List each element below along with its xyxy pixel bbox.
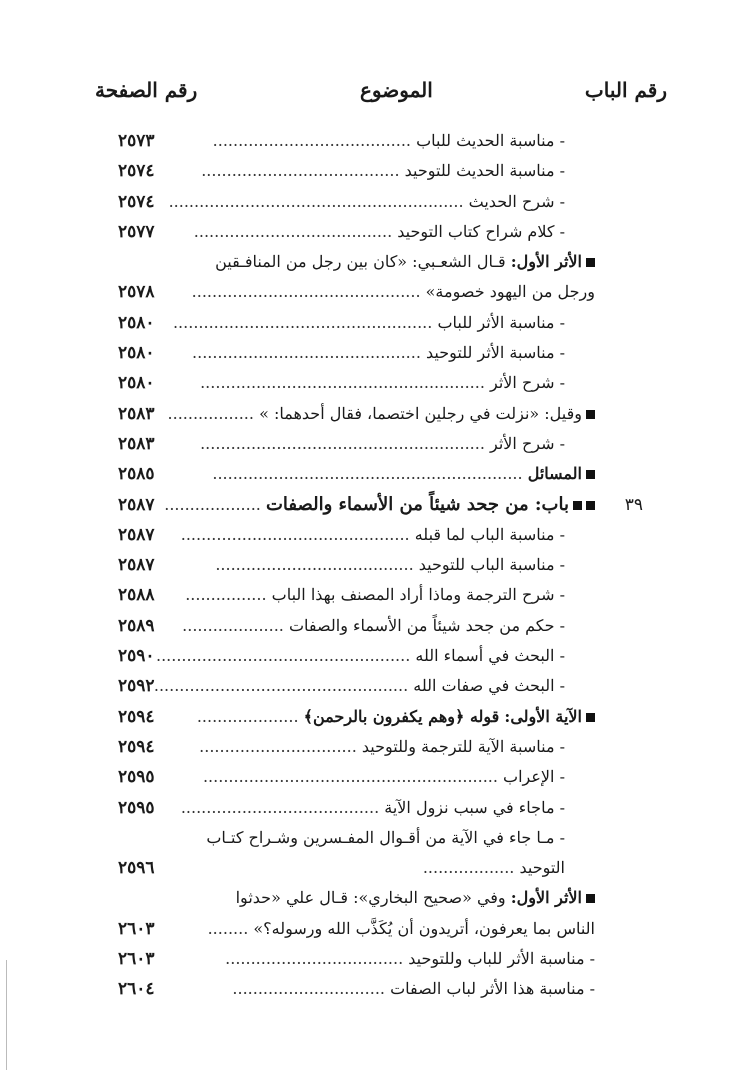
entry-text: - الإعراب	[503, 767, 565, 787]
entry-page: ٢٦٠٤	[118, 979, 155, 1000]
entry-page: ٢٥٩٦	[118, 858, 155, 879]
square-bullet-icon	[586, 713, 595, 722]
entry-page: ٢٥٧٤	[118, 191, 155, 212]
entry-page: ٢٥٨٠	[118, 343, 155, 364]
entry-page: ٢٥٩٥	[118, 767, 155, 788]
index-entry: التوحيد .................. ٢٥٩٦	[0, 853, 755, 883]
square-bullet-icon	[586, 894, 595, 903]
entry-text: - حكم من جحد شيئاً من الأسماء والصفات	[288, 615, 565, 635]
index-entry: - مناسبة الباب للتوحيد ....................................... ٢٥٨٧	[0, 550, 755, 580]
entry-text: - مناسبة الحديث للتوحيد	[404, 161, 565, 181]
entry-text: - مناسبة الباب لما قبله	[414, 524, 565, 544]
entry-text: - شرح الحديث	[468, 191, 565, 211]
entry-text: قوله ﴿وهم يكفرون بالرحمن﴾	[303, 706, 500, 726]
entry-text: وفي «صحيح البخاري»: قـال علي «حدثوا	[235, 888, 506, 908]
entry-text: قـال الشعـبي: «كان بين رجل من المنافـقين	[215, 252, 506, 272]
entry-text: - مناسبة الأثر للباب وللتوحيد	[408, 949, 595, 969]
index-entry	[0, 883, 755, 913]
chapter-entry: ٣٩ باب: من جحد شيئاً من الأسماء والصفات ................... ٢٥٨٧	[0, 490, 755, 520]
square-bullet-icon	[573, 501, 582, 510]
index-entry: - مناسبة الحديث للباب ....................................... ٢٥٧٣	[0, 126, 755, 156]
entry-text: - مناسبة الأثر للتوحيد	[426, 343, 565, 363]
entry-lead: الآية الأولى:	[504, 706, 582, 726]
index-entry: - حكم من جحد شيئاً من الأسماء والصفات .................... ٢٥٨٩	[0, 611, 755, 641]
entry-page: ٢٥٨٥	[118, 464, 155, 485]
entry-lead: الأثر الأول:	[510, 888, 582, 908]
entry-text: - ماجاء في سبب نزول الآية	[384, 797, 565, 817]
square-bullet-icon	[586, 470, 595, 479]
entry-page: ٢٥٩٥	[118, 797, 155, 818]
index-entry: وقيل: «نزلت في رجلين اختصما، فقال أحدهما: » ................. ٢٥٨٣	[0, 399, 755, 429]
entry-text: ورجل من اليهود خصومة»	[425, 282, 595, 302]
entry-text: - مـا جاء في الآية من أقـوال المفـسرين وشـراح كتـاب	[206, 827, 565, 847]
entry-page: ٢٥٩٢	[118, 676, 155, 697]
entry-page: ٢٥٨٧	[118, 555, 155, 576]
entry-text: - كلام شراح كتاب التوحيد	[397, 221, 565, 241]
margin-rule	[6, 960, 7, 1070]
index-entry: - شرح الترجمة وماذا أراد المصنف بهذا الباب ................ ٢٥٨٨	[0, 580, 755, 610]
entry-page: ٢٥٩٤	[118, 736, 155, 757]
entry-text: - مناسبة الآية للترجمة وللتوحيد	[361, 736, 565, 756]
index-entry: - مناسبة الأثر للباب وللتوحيد ................................... ٢٦٠٣	[0, 944, 755, 974]
entry-page: ٢٥٧٧	[118, 221, 155, 242]
square-bullet-icon	[586, 501, 595, 510]
entry-page: ٢٥٩٤	[118, 706, 155, 727]
index-entry: - مناسبة الأثر للتوحيد ............................................. ٢٥٨٠	[0, 338, 755, 368]
index-entry: - ماجاء في سبب نزول الآية ....................................... ٢٥٩٥	[0, 793, 755, 823]
entry-page: ٢٥٨٧	[118, 494, 155, 515]
index-entry: - الإعراب .......................................................... ٢٥٩٥	[0, 762, 755, 792]
entry-text: - شرح الترجمة وماذا أراد المصنف بهذا الباب	[271, 585, 565, 605]
entry-text: - مناسبة الأثر للباب	[437, 312, 565, 332]
square-bullet-icon	[586, 258, 595, 267]
index-entry	[0, 247, 755, 277]
header-page-number: رقم الصفحة	[95, 78, 198, 102]
entry-text: - مناسبة الحديث للباب	[416, 131, 565, 150]
index-entry: - شرح الأثر ........................................................ ٢٥٨٣	[0, 429, 755, 459]
entry-page: ٢٥٨٧	[118, 524, 155, 545]
index-entry: - كلام شراح كتاب التوحيد ....................................... ٢٥٧٧	[0, 217, 755, 247]
header-topic: الموضوع	[360, 78, 433, 102]
index-entries	[0, 126, 755, 1005]
index-entry: - مناسبة الأثر للباب ................................................... ٢٥٨٠	[0, 308, 755, 338]
entry-text: التوحيد	[519, 858, 565, 878]
entry-text: - البحث في صفات الله	[413, 676, 565, 696]
entry-page: ٢٥٧٣	[118, 131, 155, 151]
entry-page: ٢٦٠٣	[118, 949, 155, 970]
index-entry: - مناسبة الحديث للتوحيد ....................................... ٢٥٧٤	[0, 156, 755, 186]
index-entry: - شرح الأثر ........................................................ ٢٥٨٠	[0, 368, 755, 398]
header-chapter-number: رقم الباب	[584, 78, 667, 102]
entry-text: - شرح الأثر	[490, 373, 565, 393]
square-bullet-icon	[586, 410, 595, 419]
entry-page: ٢٥٩٠	[118, 646, 155, 667]
index-entry: المسائل ............................................................. ٢٥٨٥	[0, 459, 755, 489]
entry-page: ٢٥٨٩	[118, 615, 155, 636]
entry-page: ٢٥٨٠	[118, 312, 155, 333]
entry-page: ٢٥٨٠	[118, 373, 155, 394]
entry-text: الناس بما يعرفون، أتريدون أن يُكَذَّب الله ورسوله؟»	[253, 918, 595, 938]
entry-page: ٢٥٨٨	[118, 585, 155, 606]
index-entry: الآية الأولى: قوله ﴿وهم يكفرون بالرحمن﴾ .................... ٢٥٩٤	[0, 702, 755, 732]
entry-text: - البحث في أسماء الله	[415, 646, 565, 666]
index-entry: الناس بما يعرفون، أتريدون أن يُكَذَّب الله ورسوله؟» ........ ٢٦٠٣	[0, 914, 755, 944]
entry-text: - مناسبة الباب للتوحيد	[418, 555, 565, 575]
entry-page: ٢٥٧٨	[118, 282, 155, 303]
index-entry: ورجل من اليهود خصومة» ............................................. ٢٥٧٨	[0, 277, 755, 307]
entry-page: ٢٦٠٣	[118, 918, 155, 939]
index-entry: - شرح الحديث .......................................................... ٢٥٧٤	[0, 187, 755, 217]
entry-text: وقيل: «نزلت في رجلين اختصما، فقال أحدهما: »	[259, 403, 582, 423]
index-entry	[0, 823, 755, 853]
entry-lead: المسائل	[527, 464, 582, 484]
index-entry: - البحث في أسماء الله .................................................. ٢٥٩٠	[0, 641, 755, 671]
index-entry: - البحث في صفات الله .................................................. ٢٥٩٢	[0, 671, 755, 701]
index-entry: - مناسبة الآية للترجمة وللتوحيد ............................... ٢٥٩٤	[0, 732, 755, 762]
entry-page: ٢٥٨٣	[118, 433, 155, 454]
chapter-number: ٣٩	[624, 494, 643, 515]
index-entry: - مناسبة الباب لما قبله ............................................. ٢٥٨٧	[0, 520, 755, 550]
entry-text: - شرح الأثر	[490, 433, 565, 453]
entry-page: ٢٥٨٣	[118, 403, 155, 424]
entry-lead: الأثر الأول:	[510, 252, 582, 272]
index-entry: - مناسبة هذا الأثر لباب الصفات .............................. ٢٦٠٤	[0, 974, 755, 1004]
entry-page: ٢٥٧٤	[118, 161, 155, 182]
chapter-title: باب: من جحد شيئاً من الأسماء والصفات	[265, 493, 569, 515]
entry-text: - مناسبة هذا الأثر لباب الصفات	[390, 979, 595, 999]
